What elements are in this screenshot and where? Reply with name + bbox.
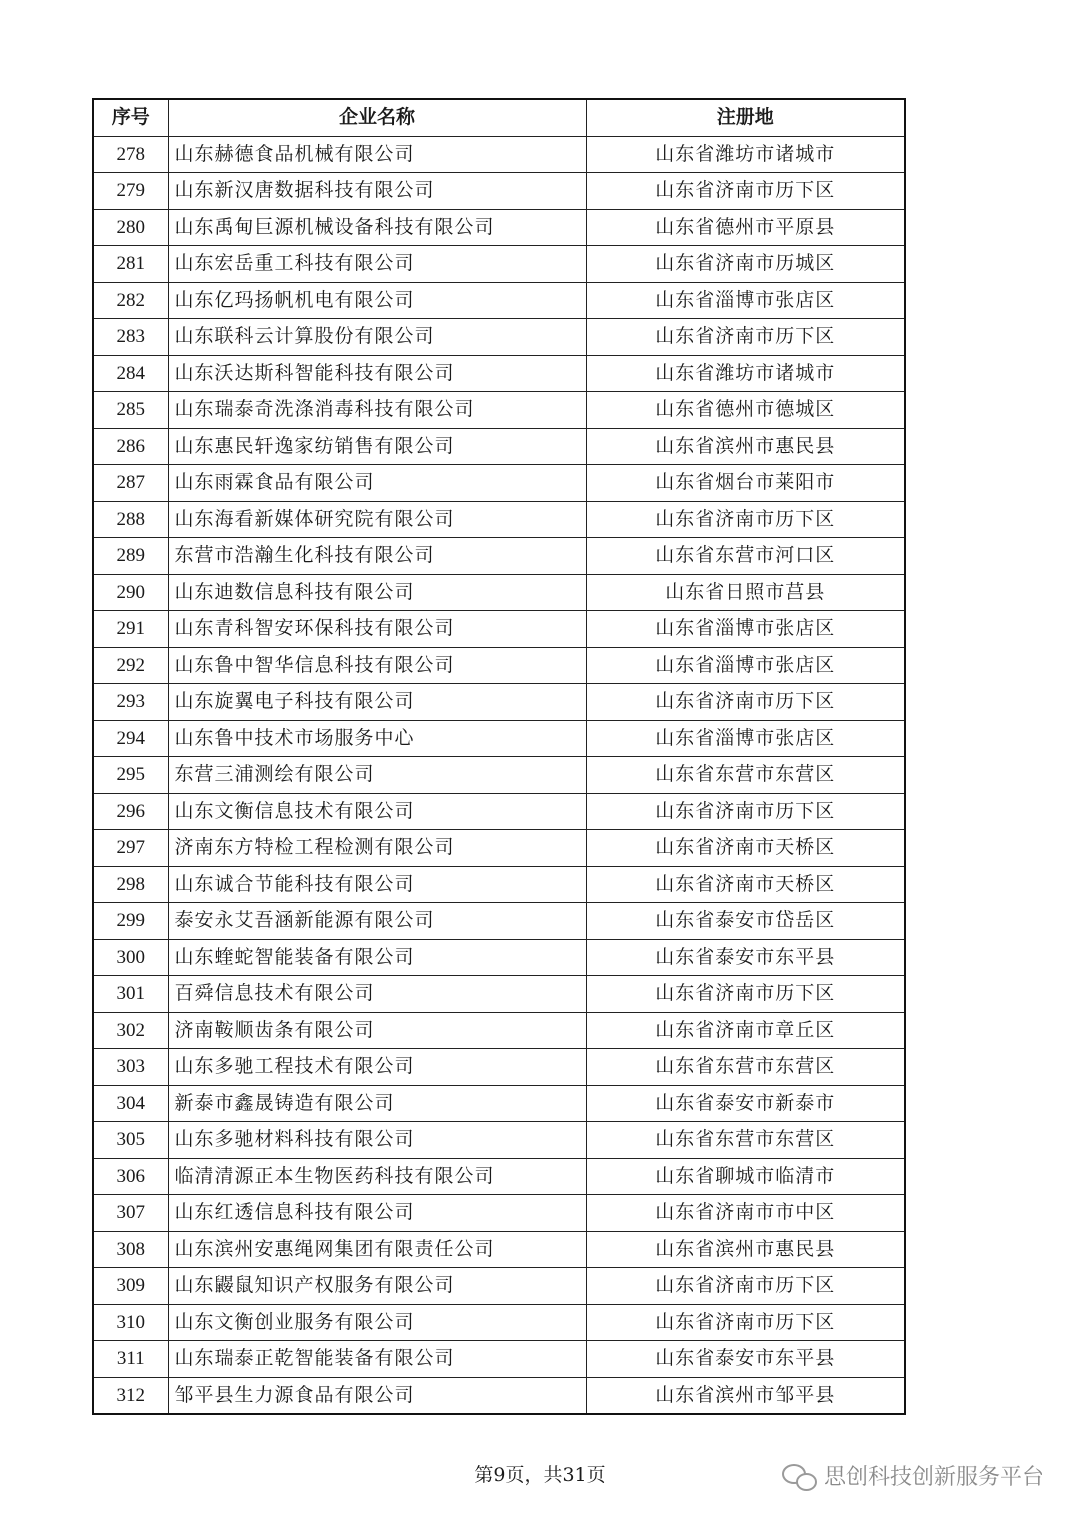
cell-name: 山东新汉唐数据科技有限公司 bbox=[168, 173, 586, 210]
table-row bbox=[93, 1122, 905, 1159]
table-row bbox=[93, 392, 905, 429]
cell-name: 山东鲁中智华信息科技有限公司 bbox=[168, 647, 586, 684]
table-row bbox=[93, 319, 905, 356]
cell-no: 295 bbox=[93, 757, 168, 794]
table-row bbox=[93, 793, 905, 830]
watermark bbox=[782, 1460, 1044, 1491]
cell-name: 山东文衡创业服务有限公司 bbox=[168, 1304, 586, 1341]
watermark-text: 思创科技创新服务平台 bbox=[823, 1465, 1044, 1490]
header-name: 企业名称 bbox=[168, 99, 586, 136]
cell-no: 302 bbox=[93, 1012, 168, 1049]
cell-no: 311 bbox=[93, 1341, 168, 1378]
cell-name: 山东赫德食品机械有限公司 bbox=[168, 136, 586, 173]
cell-place: 山东省泰安市东平县 bbox=[586, 1341, 905, 1378]
page-number: 第9页，共31页 bbox=[474, 1464, 606, 1486]
cell-no: 290 bbox=[93, 574, 168, 611]
cell-name: 山东文衡信息技术有限公司 bbox=[168, 793, 586, 830]
table-body bbox=[93, 136, 905, 1414]
cell-no: 288 bbox=[93, 501, 168, 538]
table-row bbox=[93, 1049, 905, 1086]
cell-place: 山东省潍坊市诸城市 bbox=[586, 355, 905, 392]
table-row bbox=[93, 939, 905, 976]
table-row bbox=[93, 538, 905, 575]
cell-name: 山东多驰材料科技有限公司 bbox=[168, 1122, 586, 1159]
cell-name: 山东禹甸巨源机械设备科技有限公司 bbox=[168, 209, 586, 246]
cell-place: 山东省聊城市临清市 bbox=[586, 1158, 905, 1195]
cell-no: 312 bbox=[93, 1377, 168, 1414]
cell-no: 300 bbox=[93, 939, 168, 976]
table-row bbox=[93, 173, 905, 210]
table-row bbox=[93, 209, 905, 246]
cell-name: 山东惠民轩逸家纺销售有限公司 bbox=[168, 428, 586, 465]
cell-no: 286 bbox=[93, 428, 168, 465]
table-row bbox=[93, 1231, 905, 1268]
cell-name: 山东青科智安环保科技有限公司 bbox=[168, 611, 586, 648]
cell-place: 山东省淄博市张店区 bbox=[586, 647, 905, 684]
cell-place: 山东省济南市历下区 bbox=[586, 684, 905, 721]
cell-place: 山东省滨州市邹平县 bbox=[586, 1377, 905, 1414]
cell-name: 山东鲁中技术市场服务中心 bbox=[168, 720, 586, 757]
table-row bbox=[93, 1158, 905, 1195]
table-row bbox=[93, 1341, 905, 1378]
table-row bbox=[93, 684, 905, 721]
cell-place: 山东省烟台市莱阳市 bbox=[586, 465, 905, 502]
cell-name: 临清清源正本生物医药科技有限公司 bbox=[168, 1158, 586, 1195]
cell-no: 305 bbox=[93, 1122, 168, 1159]
cell-place: 山东省济南市历下区 bbox=[586, 1304, 905, 1341]
enterprise-table bbox=[92, 98, 906, 1415]
cell-name: 山东诚合节能科技有限公司 bbox=[168, 866, 586, 903]
cell-name: 山东瑞泰奇洗涤消毒科技有限公司 bbox=[168, 392, 586, 429]
cell-place: 山东省济南市历下区 bbox=[586, 173, 905, 210]
cell-no: 299 bbox=[93, 903, 168, 940]
table-row bbox=[93, 1195, 905, 1232]
table-row bbox=[93, 757, 905, 794]
cell-name: 山东旋翼电子科技有限公司 bbox=[168, 684, 586, 721]
cell-name: 山东亿玛扬帆机电有限公司 bbox=[168, 282, 586, 319]
cell-no: 303 bbox=[93, 1049, 168, 1086]
cell-no: 279 bbox=[93, 173, 168, 210]
table-row bbox=[93, 428, 905, 465]
cell-name: 东营三浦测绘有限公司 bbox=[168, 757, 586, 794]
table-row bbox=[93, 355, 905, 392]
cell-place: 山东省滨州市惠民县 bbox=[586, 1231, 905, 1268]
table-row bbox=[93, 501, 905, 538]
cell-place: 山东省泰安市岱岳区 bbox=[586, 903, 905, 940]
cell-no: 278 bbox=[93, 136, 168, 173]
table-row bbox=[93, 866, 905, 903]
cell-name: 山东瑞泰正乾智能装备有限公司 bbox=[168, 1341, 586, 1378]
cell-place: 山东省日照市莒县 bbox=[586, 574, 905, 611]
table-row bbox=[93, 1377, 905, 1414]
cell-no: 307 bbox=[93, 1195, 168, 1232]
cell-no: 282 bbox=[93, 282, 168, 319]
table-row bbox=[93, 611, 905, 648]
cell-no: 297 bbox=[93, 830, 168, 867]
cell-name: 山东红透信息科技有限公司 bbox=[168, 1195, 586, 1232]
cell-place: 山东省德州市德城区 bbox=[586, 392, 905, 429]
cell-place: 山东省济南市章丘区 bbox=[586, 1012, 905, 1049]
cell-place: 山东省济南市天桥区 bbox=[586, 830, 905, 867]
cell-place: 山东省泰安市新泰市 bbox=[586, 1085, 905, 1122]
cell-place: 山东省济南市历城区 bbox=[586, 246, 905, 283]
cell-place: 山东省东营市东营区 bbox=[586, 1049, 905, 1086]
cell-name: 山东联科云计算股份有限公司 bbox=[168, 319, 586, 356]
cell-no: 310 bbox=[93, 1304, 168, 1341]
cell-name: 山东雨霖食品有限公司 bbox=[168, 465, 586, 502]
header-no: 序号 bbox=[93, 99, 168, 136]
cell-name: 山东海看新媒体研究院有限公司 bbox=[168, 501, 586, 538]
cell-no: 301 bbox=[93, 976, 168, 1013]
cell-place: 山东省济南市历下区 bbox=[586, 501, 905, 538]
cell-no: 289 bbox=[93, 538, 168, 575]
cell-no: 304 bbox=[93, 1085, 168, 1122]
table-row bbox=[93, 720, 905, 757]
cell-no: 284 bbox=[93, 355, 168, 392]
wechat-icon bbox=[782, 1462, 816, 1490]
cell-no: 283 bbox=[93, 319, 168, 356]
table-row bbox=[93, 136, 905, 173]
cell-name: 泰安永艾吾涵新能源有限公司 bbox=[168, 903, 586, 940]
table-row bbox=[93, 976, 905, 1013]
cell-no: 298 bbox=[93, 866, 168, 903]
cell-place: 山东省德州市平原县 bbox=[586, 209, 905, 246]
cell-place: 山东省淄博市张店区 bbox=[586, 611, 905, 648]
table-row bbox=[93, 830, 905, 867]
cell-no: 280 bbox=[93, 209, 168, 246]
cell-no: 281 bbox=[93, 246, 168, 283]
cell-no: 292 bbox=[93, 647, 168, 684]
table-row bbox=[93, 1085, 905, 1122]
cell-no: 293 bbox=[93, 684, 168, 721]
cell-place: 山东省东营市河口区 bbox=[586, 538, 905, 575]
table-row bbox=[93, 1268, 905, 1305]
cell-name: 山东蝰蛇智能装备有限公司 bbox=[168, 939, 586, 976]
cell-no: 296 bbox=[93, 793, 168, 830]
cell-place: 山东省淄博市张店区 bbox=[586, 720, 905, 757]
table-row bbox=[93, 574, 905, 611]
cell-no: 309 bbox=[93, 1268, 168, 1305]
cell-place: 山东省济南市历下区 bbox=[586, 793, 905, 830]
cell-name: 山东滨州安惠绳网集团有限责任公司 bbox=[168, 1231, 586, 1268]
cell-no: 306 bbox=[93, 1158, 168, 1195]
cell-no: 308 bbox=[93, 1231, 168, 1268]
table-row bbox=[93, 282, 905, 319]
cell-place: 山东省滨州市惠民县 bbox=[586, 428, 905, 465]
cell-no: 291 bbox=[93, 611, 168, 648]
cell-name: 东营市浩瀚生化科技有限公司 bbox=[168, 538, 586, 575]
table-row bbox=[93, 246, 905, 283]
table-row bbox=[93, 465, 905, 502]
cell-name: 济南东方特检工程检测有限公司 bbox=[168, 830, 586, 867]
cell-name: 山东多驰工程技术有限公司 bbox=[168, 1049, 586, 1086]
cell-no: 287 bbox=[93, 465, 168, 502]
cell-name: 邹平县生力源食品有限公司 bbox=[168, 1377, 586, 1414]
cell-name: 济南鞍顺齿条有限公司 bbox=[168, 1012, 586, 1049]
cell-place: 山东省济南市市中区 bbox=[586, 1195, 905, 1232]
table-row bbox=[93, 903, 905, 940]
table-header-row bbox=[93, 99, 905, 136]
cell-name: 山东宏岳重工科技有限公司 bbox=[168, 246, 586, 283]
cell-name: 新泰市鑫晟铸造有限公司 bbox=[168, 1085, 586, 1122]
cell-place: 山东省潍坊市诸城市 bbox=[586, 136, 905, 173]
cell-name: 山东鼹鼠知识产权服务有限公司 bbox=[168, 1268, 586, 1305]
table-row bbox=[93, 647, 905, 684]
cell-place: 山东省淄博市张店区 bbox=[586, 282, 905, 319]
cell-place: 山东省泰安市东平县 bbox=[586, 939, 905, 976]
cell-place: 山东省济南市历下区 bbox=[586, 1268, 905, 1305]
cell-no: 294 bbox=[93, 720, 168, 757]
header-place: 注册地 bbox=[586, 99, 905, 136]
table-row bbox=[93, 1304, 905, 1341]
cell-name: 山东迪数信息科技有限公司 bbox=[168, 574, 586, 611]
cell-place: 山东省济南市天桥区 bbox=[586, 866, 905, 903]
cell-place: 山东省济南市历下区 bbox=[586, 319, 905, 356]
cell-name: 山东沃达斯科智能科技有限公司 bbox=[168, 355, 586, 392]
cell-place: 山东省济南市历下区 bbox=[586, 976, 905, 1013]
cell-no: 285 bbox=[93, 392, 168, 429]
cell-place: 山东省东营市东营区 bbox=[586, 1122, 905, 1159]
table-row bbox=[93, 1012, 905, 1049]
cell-name: 百舜信息技术有限公司 bbox=[168, 976, 586, 1013]
cell-place: 山东省东营市东营区 bbox=[586, 757, 905, 794]
